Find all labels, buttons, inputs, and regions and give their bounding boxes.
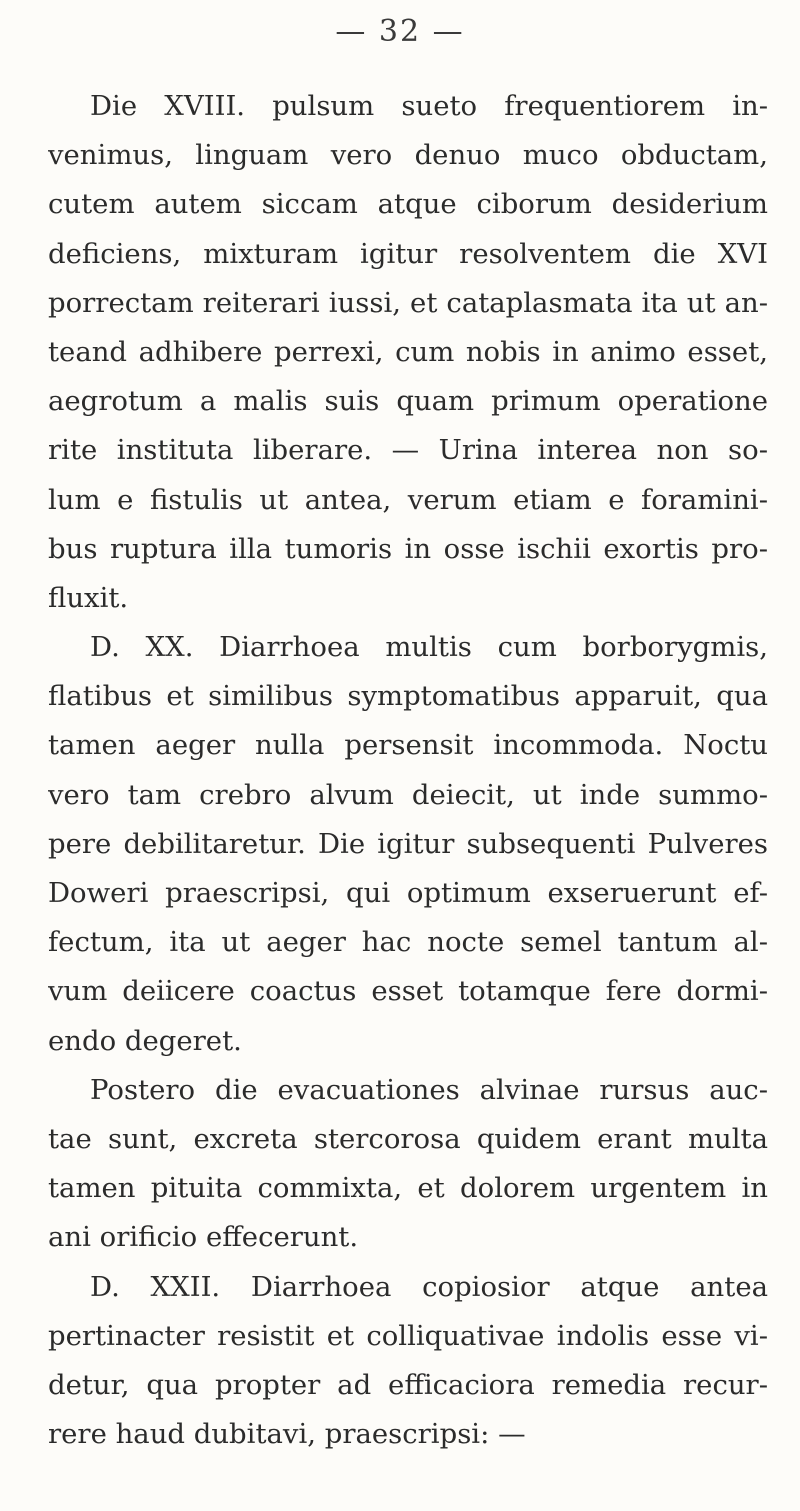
body-text — [48, 82, 768, 1459]
text-line: cutem autem siccam atque ciborum desiderium — [48, 188, 768, 221]
text-line: lum e fistulis ut antea, verum etiam e foramini- — [48, 483, 768, 516]
text-line: pere debilitaretur. Die igitur subsequenti Pulveres — [48, 827, 768, 860]
text-line: D. XXII. Diarrhoea copiosior atque antea — [90, 1270, 768, 1303]
page-number: — 32 — — [335, 14, 465, 49]
text-line: Postero die evacuationes alvinae rursus auc- — [90, 1073, 768, 1106]
text-line: Doweri praescripsi, qui optimum exseruerunt ef- — [48, 877, 768, 909]
text-line: venimus, linguam vero denuo muco obductam, — [48, 139, 768, 172]
text-line: bus ruptura illa tumoris in osse ischii exortis pro- — [48, 532, 768, 565]
text-line: D. XX. Diarrhoea multis cum borborygmis, — [90, 631, 768, 664]
text-line: rite instituta liberare. — Urina interea non so- — [48, 434, 768, 467]
text-line: ani orificio effecerunt. — [48, 1221, 359, 1254]
text-line: rere haud dubitavi, praescripsi: — — [48, 1418, 526, 1451]
text-line: teand adhibere perrexi, cum nobis in animo esset, — [48, 335, 768, 368]
text-line: flatibus et similibus symptomatibus apparuit, qua — [48, 680, 768, 713]
text-line: aegrotum a malis suis quam primum operatione — [48, 385, 768, 418]
text-line: pertinacter resistit et colliquativae indolis esse vi- — [48, 1319, 768, 1352]
text-line: Die XVIII. pulsum sueto frequentiorem in- — [90, 90, 768, 122]
text-line: tae sunt, excreta stercorosa quidem erant multa — [48, 1122, 768, 1155]
text-line: vero tam crebro alvum deiecit, ut inde summo- — [48, 778, 768, 811]
text-line: porrectam reiterari iussi, et cataplasmata ita ut an- — [48, 286, 768, 319]
text-line: fluxit. — [48, 581, 129, 614]
text-line: tamen aeger nulla persensit incommoda. Noctu — [48, 729, 768, 762]
text-line: deficiens, mixturam igitur resolventem die XVI — [48, 237, 768, 270]
text-line: vum deiicere coactus esset totamque fere dormi- — [48, 975, 768, 1008]
text-line: fectum, ita ut aeger hac nocte semel tantum al- — [48, 926, 768, 959]
text-line: tamen pituita commixta, et dolorem urgentem in — [48, 1172, 768, 1205]
text-line: detur, qua propter ad efficaciora remedia recur- — [48, 1368, 768, 1401]
text-line: endo degeret. — [48, 1024, 242, 1057]
